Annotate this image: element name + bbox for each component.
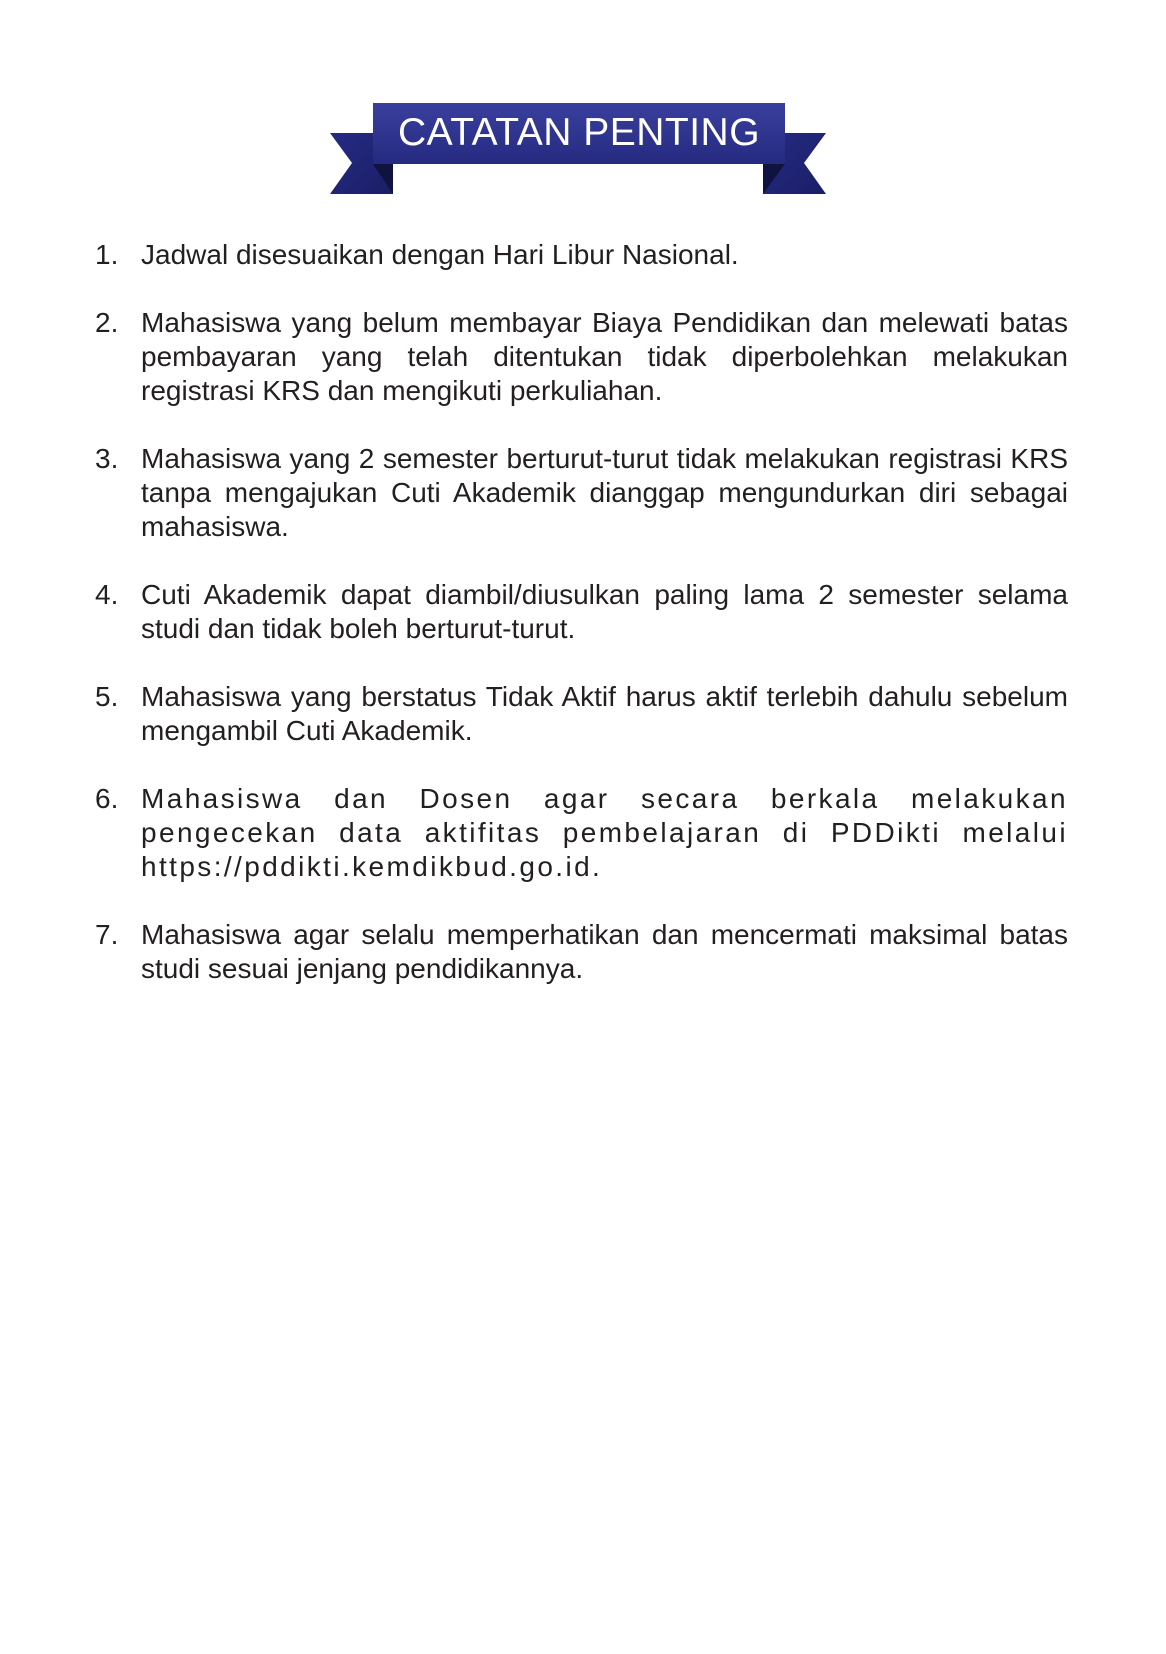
note-number: 2.: [95, 307, 119, 338]
note-number: 4.: [95, 579, 119, 610]
banner-title: CATATAN PENTING: [397, 111, 761, 154]
note-number: 5.: [95, 681, 119, 712]
note-item: [95, 578, 1068, 646]
note-number: 6.: [95, 783, 119, 814]
note-text: Cuti Akademik dapat diambil/diusulkan paling lama 2 semester selama studi dan tidak boleh berturut-turut.: [141, 579, 1068, 644]
note-item: [95, 680, 1068, 748]
notes-list: [95, 238, 1068, 986]
banner: [0, 0, 1166, 200]
note-item: [95, 782, 1068, 884]
note-text: Mahasiswa yang berstatus Tidak Aktif harus aktif terlebih dahulu sebelum mengambil Cuti Akademik.: [141, 681, 1068, 746]
note-item: [95, 442, 1068, 544]
note-text: Jadwal disesuaikan dengan Hari Libur Nasional.: [141, 239, 739, 270]
note-number: 1.: [95, 239, 119, 270]
ribbon-graphic: [0, 0, 1166, 200]
note-number: 7.: [95, 919, 119, 950]
note-item: [95, 238, 1068, 272]
note-item: [95, 306, 1068, 408]
note-text: Mahasiswa yang belum membayar Biaya Pendidikan dan melewati batas pembayaran yang telah ditentukan tidak diperbolehkan melakukan registrasi KRS dan mengikuti perkuliahan.: [141, 307, 1068, 406]
note-text: Mahasiswa yang 2 semester berturut-turut tidak melakukan registrasi KRS tanpa mengajukan Cuti Akademik dianggap mengundurkan diri sebagai mahasiswa.: [141, 443, 1068, 542]
note-item: [95, 918, 1068, 986]
note-text: Mahasiswa dan Dosen agar secara berkala melakukan pengecekan data aktifitas pembelajaran di PDDikti melalui https://pddikti.kemdikbud.go.id.: [141, 783, 1068, 882]
note-text: Mahasiswa agar selalu memperhatikan dan mencermati maksimal batas studi sesuai jenjang pendidikannya.: [141, 919, 1068, 984]
note-number: 3.: [95, 443, 119, 474]
